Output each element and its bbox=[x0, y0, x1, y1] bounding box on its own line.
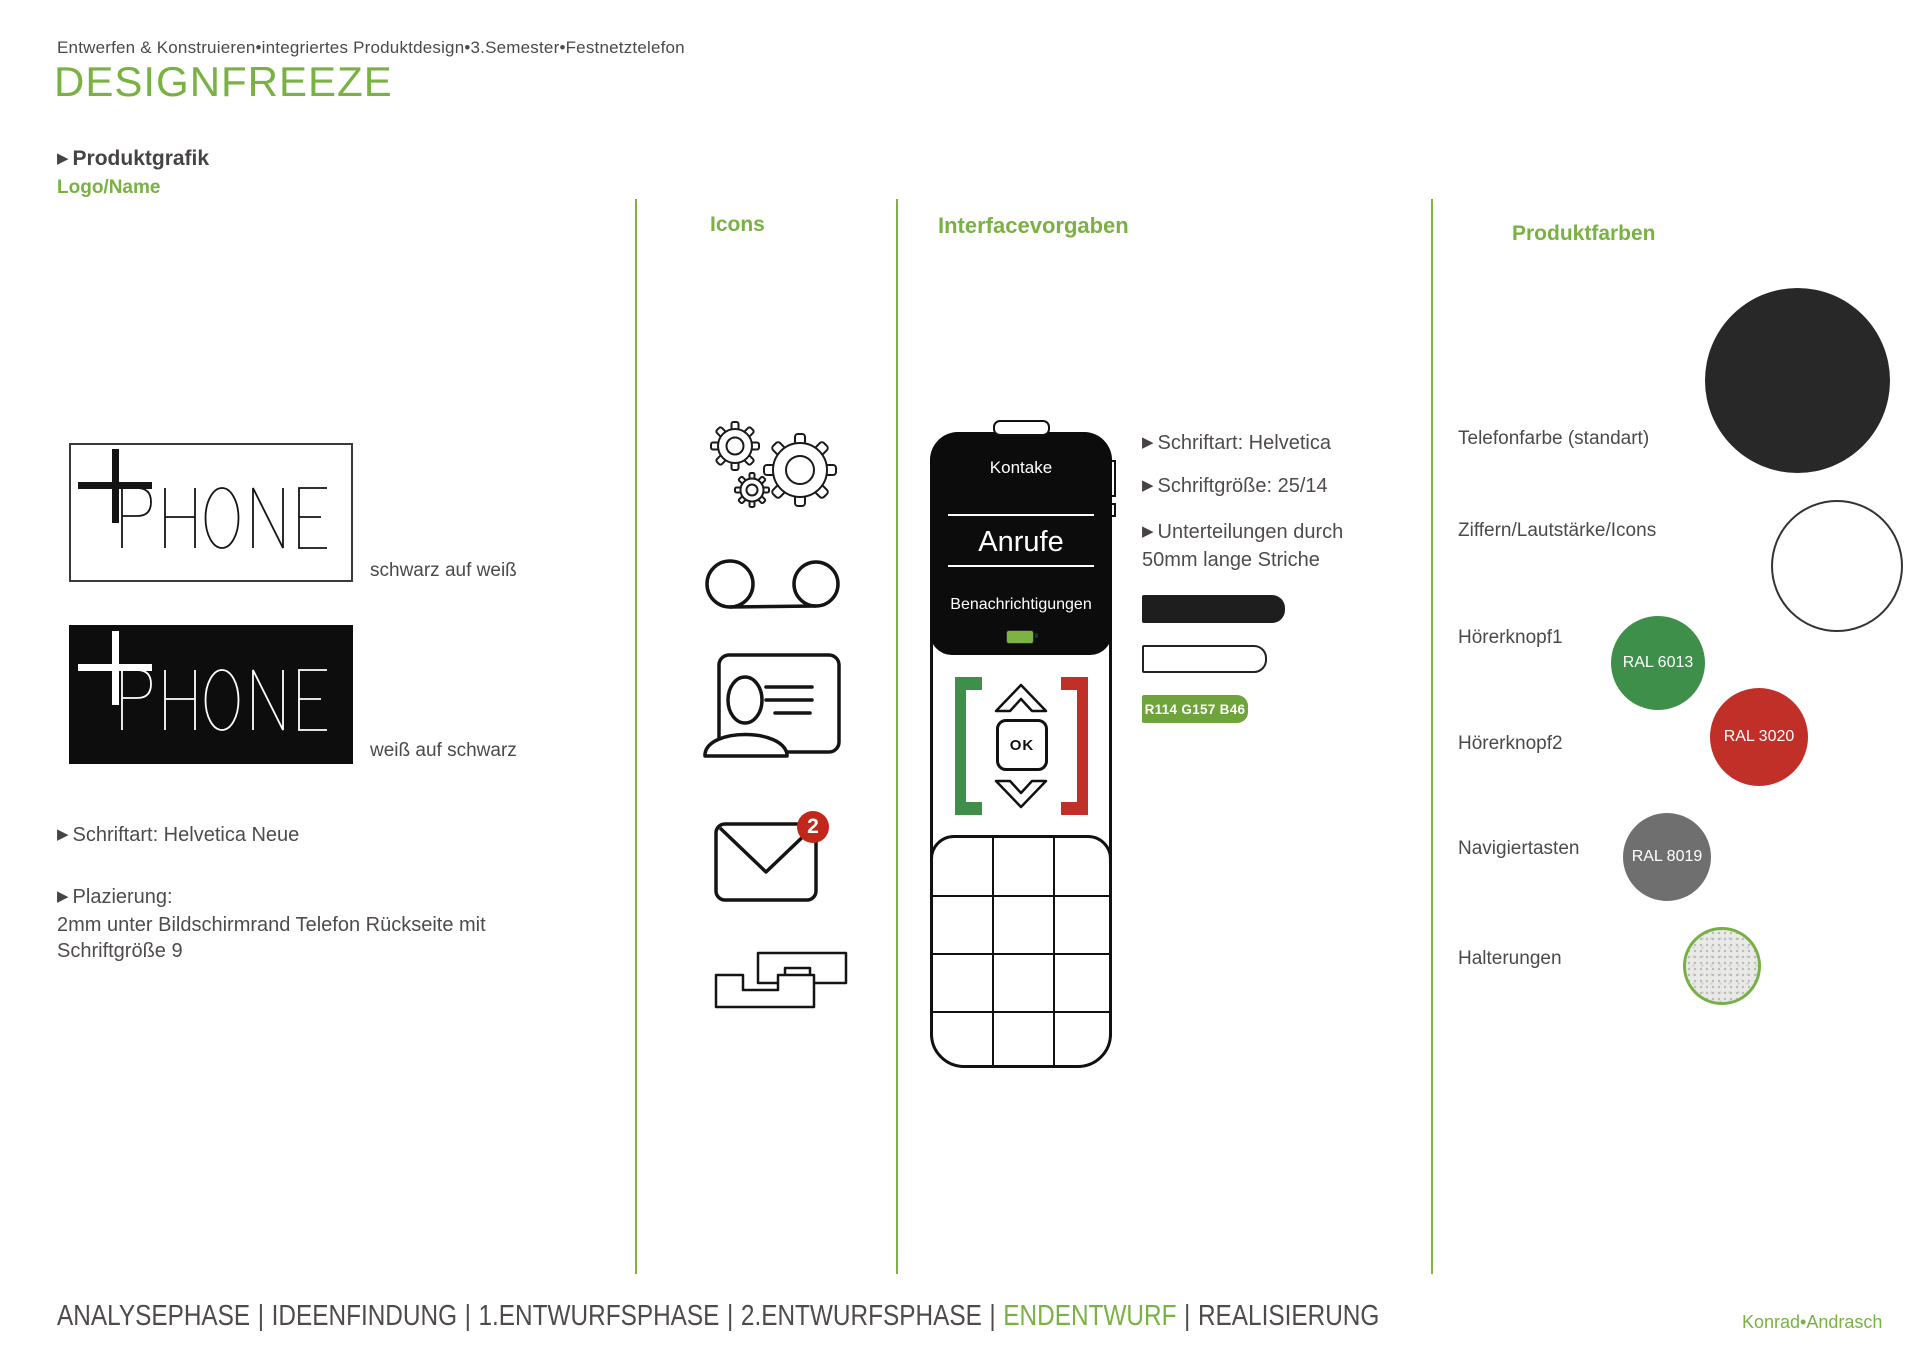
phase-realisierung: REALISIERUNG bbox=[1197, 1300, 1380, 1332]
page-title: DESIGNFREEZE bbox=[54, 58, 393, 105]
logo-caption-light: schwarz auf weiß bbox=[370, 560, 517, 581]
interface-note-size: ▶ Schriftgröße: 25/14 bbox=[1142, 473, 1328, 501]
nav-down-icon bbox=[992, 777, 1050, 811]
phone-keypad bbox=[930, 835, 1112, 1068]
battery-icon bbox=[1006, 630, 1034, 644]
phone-screen bbox=[930, 432, 1112, 655]
screen-menu-benachrichtigungen: Benachrichtigungen bbox=[950, 596, 1092, 613]
nav-up-icon bbox=[992, 681, 1050, 715]
swatch-circle-ral6013: RAL 6013 bbox=[1611, 616, 1705, 710]
logo-placement-note bbox=[57, 884, 527, 964]
interface-heading: Interfacevorgaben bbox=[938, 213, 1129, 238]
course-subtitle: Entwerfen & Konstruieren•integriertes Produktdesign•3.Semester•Festnetztelefon bbox=[57, 38, 685, 57]
produktfarben-heading: Produktfarben bbox=[1512, 222, 1656, 245]
mail-badge-count: 2 bbox=[797, 811, 829, 843]
screen-divider-2 bbox=[948, 565, 1094, 567]
screen-menu-anrufe: Anrufe bbox=[978, 526, 1064, 558]
swatch-label-ziffern: Ziffern/Lautstärke/Icons bbox=[1458, 520, 1657, 541]
column-divider-2 bbox=[896, 199, 898, 1274]
placement-heading: ▶ Plazierung: bbox=[57, 884, 527, 912]
plus-phone-logo-inverse-icon bbox=[71, 627, 351, 762]
column-divider-1 bbox=[635, 199, 637, 1274]
logo-caption-dark: weiß auf schwarz bbox=[370, 740, 517, 761]
swatch-circle-ral3020: RAL 3020 bbox=[1710, 688, 1808, 786]
swatch-circle-telefonfarbe bbox=[1705, 288, 1890, 473]
swatch-bar-black bbox=[1142, 595, 1285, 623]
screen-menu-kontake: Kontake bbox=[989, 458, 1053, 477]
phase-endentwurf-active: ENDENTWURF bbox=[1003, 1300, 1177, 1332]
swatch-label-navigiertasten: Navigiertasten bbox=[1458, 838, 1580, 859]
phase-entwurfsphase2: 2.ENTWURFSPHASE bbox=[740, 1300, 982, 1332]
call-accept-bracket bbox=[955, 677, 982, 815]
contact-card-icon bbox=[703, 652, 843, 760]
ok-button: OK bbox=[996, 719, 1048, 771]
swatch-circle-ral8019: RAL 8019 bbox=[1623, 813, 1711, 901]
swatch-circle-ziffern bbox=[1771, 500, 1903, 632]
settings-gears-icon bbox=[700, 418, 850, 513]
phase-entwurfsphase1: 1.ENTWURFSPHASE bbox=[478, 1300, 720, 1332]
logo-font-note: ▶ Schriftart: Helvetica Neue bbox=[57, 822, 299, 850]
swatch-bar-white bbox=[1142, 645, 1267, 673]
swatch-circle-halterungen bbox=[1683, 927, 1761, 1005]
interface-note-divider: ▶ Unterteilungen durch 50mm lange Striche bbox=[1142, 519, 1377, 573]
screen-divider-1 bbox=[948, 514, 1094, 516]
phase-ideenfindung: IDEENFINDUNG bbox=[271, 1300, 458, 1332]
interface-note-font: ▶ Schriftart: Helvetica bbox=[1142, 430, 1331, 458]
plus-phone-logo-icon bbox=[71, 445, 351, 580]
phase-analysephase: ANALYSEPHASE bbox=[57, 1300, 251, 1332]
swatch-label-hoererknopf1: Hörerknopf1 bbox=[1458, 627, 1563, 648]
swatch-label-hoererknopf2: Hörerknopf2 bbox=[1458, 733, 1563, 754]
phone-speaker-icon bbox=[993, 420, 1050, 436]
placement-line2: Schriftgröße 9 bbox=[57, 940, 183, 962]
placement-line1: 2mm unter Bildschirmrand Telefon Rückseite mit bbox=[57, 914, 486, 936]
call-hold-icon bbox=[713, 950, 849, 1010]
project-phases-bar: ANALYSEPHASE | IDEENFINDUNG | 1.ENTWURFSPHASE | 2.ENTWURFSPHASE | ENDENTWURF | REALISIERUNG bbox=[57, 1300, 1380, 1332]
logo-black-on-white bbox=[69, 443, 353, 582]
logo-white-on-black bbox=[69, 625, 353, 764]
swatch-bar-green-rgb: R114 G157 B46 bbox=[1142, 695, 1248, 723]
answering-machine-icon bbox=[703, 557, 843, 613]
column-divider-3 bbox=[1431, 199, 1433, 1274]
swatch-label-telefonfarbe: Telefonfarbe (standart) bbox=[1458, 428, 1650, 449]
logo-name-subheading: Logo/Name bbox=[57, 177, 161, 198]
swatch-label-halterungen: Halterungen bbox=[1458, 948, 1562, 969]
icons-heading: Icons bbox=[710, 213, 765, 236]
author-credit: Konrad•Andrasch bbox=[1742, 1312, 1883, 1332]
call-end-bracket bbox=[1061, 677, 1088, 815]
produktgrafik-heading: ▶ Produktgrafik bbox=[57, 147, 209, 171]
